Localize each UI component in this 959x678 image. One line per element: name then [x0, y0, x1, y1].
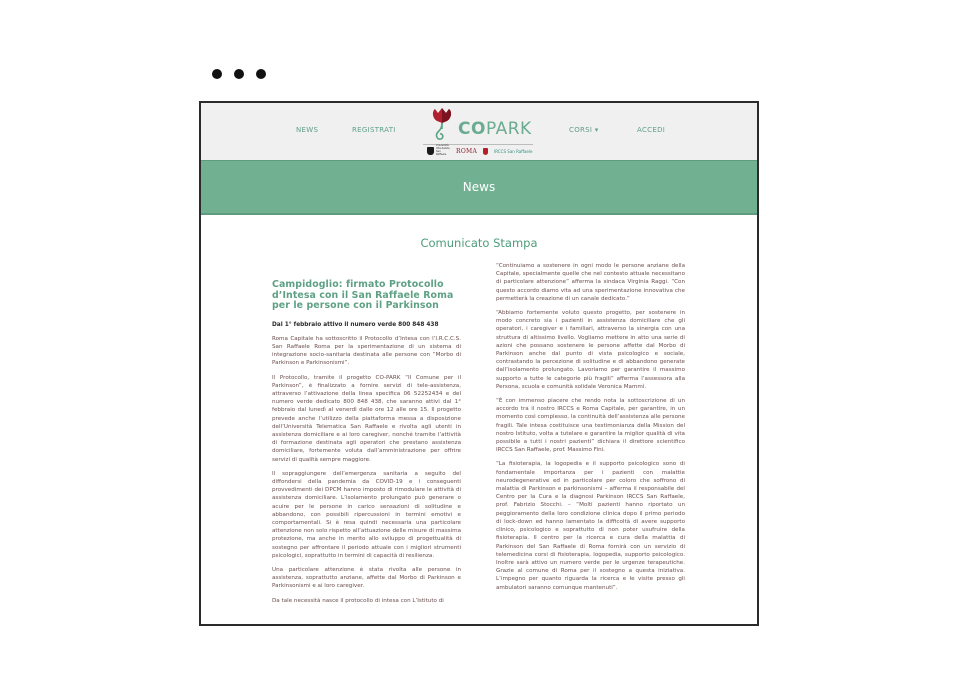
partner-logos: [427, 146, 532, 156]
nav-news[interactable]: NEWS: [296, 126, 319, 134]
roma-crest-icon: [483, 148, 488, 155]
page-banner: [201, 160, 757, 215]
site-header: [201, 103, 757, 160]
section-title: Comunicato Stampa: [420, 236, 538, 250]
nav-accedi[interactable]: ACCEDI: [637, 126, 666, 134]
nav-corsi-dropdown[interactable]: CORSI ▾: [569, 126, 599, 134]
page-title: News: [462, 180, 496, 194]
logo-wordmark: COPARK: [458, 119, 532, 139]
article-left-column: [272, 280, 461, 611]
roma-logo: ROMA: [456, 147, 478, 155]
article-paragraph: “È con immenso piacere che rendo nota la sottoscrizione di un accordo tra il nostro IRCCS e Roma Capitale, per garantire, in un momento così complesso, la continuità dell’assistenza alle persone fragili. Tale intesa costituisce una testimonianza della Mission del nostro Istituto, volta a tutelare e garantire la miglior qualità di vita possibile a tutti i nostri pazienti” dichiara il direttore scientifico IRCCS San Raffaele, prof. Massimo Fini.: [496, 398, 685, 454]
article-right-column: [496, 262, 685, 598]
window-controls: [212, 69, 266, 79]
article-subtitle: Dal 1° febbraio attivo il numero verde 800 848 438: [272, 321, 439, 328]
irccs-logo: IRCCS San Raffaele: [494, 148, 533, 154]
article-paragraph: Il sopraggiungere dell’emergenza sanitaria a seguito del diffondersi della pandemia da COVID-19 e i conseguenti provvedimenti dei DPCM hanno imposto di rimodulare le attività di assistenza domiciliare. L’isolamento prolungato può generare o acuire per le persone in carico sensazioni di solitudine e abbandono, con possibili ripercussioni in termini emotivi e comportamentali. Si è resa quindi necessaria una particolare attenzione non solo rispetto all’attuazione delle misure di massima protezione, ma anche in merito allo sviluppo di progettualità di sostegno per affrontare il periodo attuale con i migliori strumenti psicologici, soprattutto in termini di capacità di resilienza.: [272, 470, 461, 559]
article-paragraph: “Continuiamo a sostenere in ogni modo le persone anziane della Capitale, specialmente quelle che nel contesto attuale necessitano di particolare attenzione” afferma la sindaca Virginia Raggi. “Con questo accordo diamo vita ad una sperimentazione innovativa che permetterà la creazione di un canale dedicato.”: [496, 263, 685, 302]
window-dot-icon[interactable]: [256, 69, 266, 79]
article-paragraph: “La fisioterapia, la logopedia e il supporto psicologico sono di fondamentale importanza per i pazienti con malattie neurodegenerative ed in particolare per coloro che soffrono di malattia di Parkinson e parkinsonismi – afferma il responsabile del Centro per la Cura e la diagnosi Parkinson IRCCS San Raffaele, prof. Fabrizio Stocchi. – “Molti pazienti hanno riportato un peggioramento della loro condizione clinica dopo il primo periodo di lock-down ed hanno lamentato la difficoltà di avere supporto clinico, psicologico e soprattutto di non poter usufruire della fisioterapia. Il centro per la ricerca e cura della malattia di Parkinson del San Raffaele di Roma fornirà con un servizio di telemedicina corsi di fisioterapia, logopedia, supporto psicologico. Inoltre sarà attivo un numero verde per le urgenze terapeutiche. Grazie al comune di Roma per il sostegno a questa iniziativa. L’impegno per quanto riguarda la ricerca e le visite presso gli ambulatori saranno comunque mantenuti”.: [496, 461, 685, 591]
article-paragraph: Il Protocollo, tramite il progetto CO-PARK “Il Comune per il Parkinson”, è finalizzato a fornire servizi di tele-assistenza, attraverso l’attivazione della linea specifica 06 52252434 e del numero verde dedicato 800 848 438, che saranno attivi dal 1° febbraio dal lunedì al venerdì dalle ore 12 alle ore 15. Il progetto prevede anche l’utilizzo della piattaforma messa a disposizione dell’Università Telematica San Raffaele e rivolta agli utenti in assistenza domiciliare e ai loro caregiver, nonché tramite l’attività di formazione destinata agli operatori che prestano assistenza domiciliare, fortemente voluta dall’amministrazione per offrire servizi di qualità sempre maggiore.: [272, 374, 461, 463]
unisr-logo: Università Vita-Salute San Raffaele: [427, 145, 450, 156]
window-dot-icon[interactable]: [234, 69, 244, 79]
tulip-icon: [428, 106, 458, 144]
article-paragraph: Da tale necessità nasce il protocollo di intesa con L’Istituto di: [272, 597, 444, 604]
window-dot-icon[interactable]: [212, 69, 222, 79]
article-paragraph: Una particolare attenzione è stata rivolta alle persone in assistenza, soprattutto anziane, affette dal Morbo di Parkinson e Parkinsonismi e ai loro caregiver.: [272, 567, 461, 590]
article-paragraph: Roma Capitale ha sottoscritto il Protocollo d’Intesa con l’I.R.C.C.S. San Raffaele Roma per la sperimentazione di un sistema di integrazione socio-sanitaria destinata alle persone con “Morbo di Parkinson e Parkinsonismi”.: [272, 335, 461, 367]
browser-frame: [199, 101, 759, 626]
nav-registrati[interactable]: REGISTRATI: [352, 126, 396, 134]
article-paragraph: “Abbiamo fortemente voluto questo progetto, per sostenere in modo concreto sia i pazienti in assistenza domiciliare che gli operatori, i caregiver e i familiari, attraverso la sinergia con una struttura di altissimo livello. Vogliamo mettere in atto una serie di azioni che possano sostenere le persone affette dal Morbo di Parkinson anche dal punto di vista psicologico e sociale, contrastando la percezione di solitudine e di abbandono generate dall’isolamento prolungato. Lavoriamo per garantire il massimo supporto a tutte le categorie più fragili” afferma l’assessora alla Persona, scuola e comunità solidale Veronica Mammì.: [496, 310, 685, 390]
unisr-shield-icon: [427, 147, 434, 155]
article-title[interactable]: Campidoglio: firmato Protocollo d’Intesa con il San Raffaele Roma per le persone con il Parkinson: [272, 279, 454, 312]
copark-logo[interactable]: [426, 106, 536, 146]
